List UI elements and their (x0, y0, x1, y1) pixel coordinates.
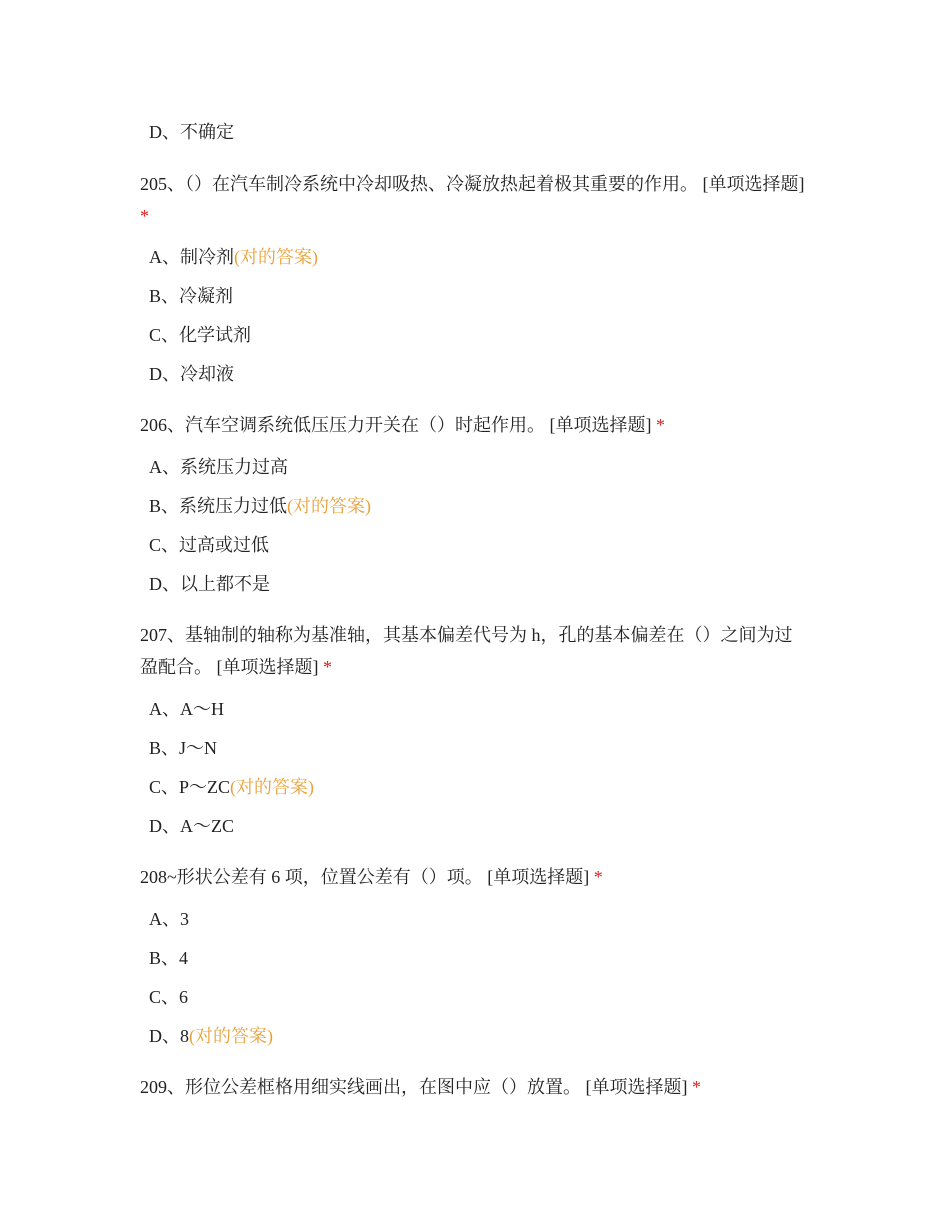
required-star: * (593, 867, 603, 887)
option-label: D、不确定 (149, 122, 234, 142)
answer-option[interactable] (149, 732, 217, 764)
option-label: B、系统压力过低 (149, 496, 288, 516)
question-label: 209、形位公差框格用细实线画出，在图中应（）放置。 [单项选择题] (140, 1077, 688, 1097)
question-label: 206、汽车空调系统低压压力开关在（）时起作用。 [单项选择题] (140, 415, 652, 435)
option-label: C、过高或过低 (149, 535, 270, 555)
question-label: 205、（）在汽车制冷系统中冷却吸热、冷凝放热起着极其重要的作用。 [单项选择题] (140, 174, 805, 194)
question-text (140, 168, 810, 232)
option-label: B、4 (149, 948, 189, 968)
answer-option[interactable] (149, 358, 234, 390)
answer-option[interactable] (149, 116, 234, 148)
required-star: * (656, 415, 665, 435)
correct-answer-tag: (对的答案) (234, 247, 318, 267)
question-text (140, 861, 810, 893)
answer-option[interactable] (149, 693, 224, 725)
answer-option[interactable] (149, 490, 371, 522)
answer-option[interactable] (149, 942, 188, 974)
answer-option[interactable] (149, 241, 318, 273)
correct-answer-tag: (对的答案) (189, 1026, 273, 1046)
option-label: D、冷却液 (149, 364, 234, 384)
question-text (140, 409, 810, 441)
answer-option[interactable] (149, 319, 251, 351)
option-label: A、A～H (149, 699, 224, 719)
required-star: * (140, 206, 149, 226)
answer-option[interactable] (149, 771, 314, 803)
question-label: 207、基轴制的轴称为基准轴，其基本偏差代号为 h，孔的基本偏差在（）之间为过盈配合。 [单项选择题] (140, 625, 793, 677)
answer-option[interactable] (149, 981, 188, 1013)
option-label: D、8 (149, 1026, 189, 1046)
option-label: A、3 (149, 909, 189, 929)
correct-answer-tag: (对的答案) (230, 777, 315, 797)
question-label: 208~形状公差有 6 项，位置公差有（）项。 [单项选择题] (140, 867, 590, 887)
correct-answer-tag: (对的答案) (287, 496, 372, 516)
answer-option[interactable] (149, 1020, 273, 1052)
answer-option[interactable] (149, 903, 189, 935)
option-label: A、制冷剂 (149, 247, 234, 267)
option-label: C、化学试剂 (149, 325, 252, 345)
answer-option[interactable] (149, 810, 234, 842)
option-label: B、冷凝剂 (149, 286, 234, 306)
option-label: A、系统压力过高 (149, 457, 288, 477)
question-text (140, 619, 810, 683)
option-label: C、P～ZC (149, 777, 231, 797)
required-star: * (323, 657, 332, 677)
answer-option[interactable] (149, 529, 269, 561)
answer-option[interactable] (149, 568, 270, 600)
option-label: D、以上都不是 (149, 574, 270, 594)
required-star: * (692, 1077, 701, 1097)
answer-option[interactable] (149, 280, 233, 312)
option-label: B、J～N (149, 738, 218, 758)
answer-option[interactable] (149, 451, 288, 483)
question-text (140, 1071, 810, 1103)
option-label: D、A～ZC (149, 816, 234, 836)
option-label: C、6 (149, 987, 189, 1007)
